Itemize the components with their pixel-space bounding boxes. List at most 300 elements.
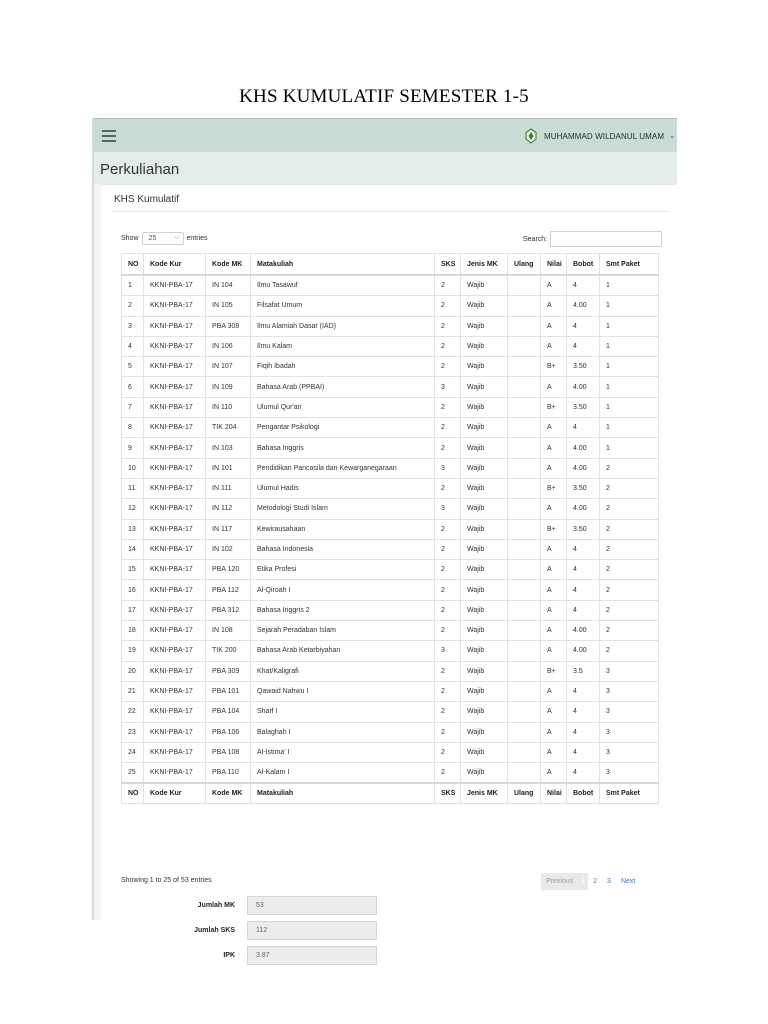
table-cell: Sejarah Peradaban Islam — [251, 621, 435, 641]
page-2-button[interactable]: 2 — [593, 878, 598, 885]
column-header[interactable]: Jenis MK — [461, 254, 508, 276]
table-cell: Khat/Kaligrafi — [251, 661, 435, 681]
table-cell: Filsafat Umum — [251, 296, 435, 316]
table-cell — [508, 296, 541, 316]
table-cell: 4 — [567, 418, 600, 438]
table-cell — [508, 377, 541, 397]
table-cell: Wajib — [461, 580, 508, 600]
column-footer: Kode MK — [206, 783, 251, 804]
table-cell — [508, 438, 541, 458]
table-cell: A — [541, 438, 567, 458]
table-row — [122, 438, 659, 458]
table-cell: 2 — [435, 519, 461, 539]
table-cell: Wajib — [461, 539, 508, 559]
table-cell: IN 112 — [206, 499, 251, 519]
table-cell — [508, 702, 541, 722]
table-row — [122, 681, 659, 701]
table-cell: 10 — [122, 458, 144, 478]
table-cell: 2 — [435, 702, 461, 722]
table-cell: 1 — [600, 418, 659, 438]
entries-select[interactable] — [142, 232, 184, 245]
table-cell: 25 — [122, 763, 144, 784]
table-cell: 2 — [600, 600, 659, 620]
table-cell: Al-Istima' I — [251, 742, 435, 762]
table-cell: B+ — [541, 357, 567, 377]
table-cell: 2 — [435, 336, 461, 356]
table-cell: Ilmu Alamiah Dasar (IAD) — [251, 316, 435, 336]
table-cell: 2 — [435, 580, 461, 600]
table-cell: 2 — [435, 275, 461, 296]
entries-select-value: 25 — [148, 235, 157, 242]
table-cell: 4 — [567, 560, 600, 580]
chevron-down-icon: ⌵ — [174, 234, 180, 241]
table-cell: 3 — [435, 458, 461, 478]
table-cell: A — [541, 539, 567, 559]
table-cell: 4 — [567, 275, 600, 296]
table-cell: KKNI-PBA-17 — [144, 742, 206, 762]
table-cell: 8 — [122, 418, 144, 438]
table-cell: Wajib — [461, 336, 508, 356]
table-cell: 2 — [600, 560, 659, 580]
table-cell: Wajib — [461, 621, 508, 641]
table-cell: 11 — [122, 478, 144, 498]
column-header[interactable]: Smt Paket — [600, 254, 659, 276]
card-title: KHS Kumulatif — [114, 194, 180, 205]
table-cell: KKNI-PBA-17 — [144, 499, 206, 519]
table-cell: 4 — [567, 580, 600, 600]
table-cell: PBA 104 — [206, 702, 251, 722]
table-cell: PBA 312 — [206, 600, 251, 620]
table-cell: Wajib — [461, 641, 508, 661]
table-cell: 16 — [122, 580, 144, 600]
table-cell: 17 — [122, 600, 144, 620]
table-cell: 4 — [567, 702, 600, 722]
table-cell: Wajib — [461, 661, 508, 681]
table-cell: 1 — [122, 275, 144, 296]
table-cell: Wajib — [461, 560, 508, 580]
table-cell: 3 — [600, 722, 659, 742]
jumlah-mk-field: 53 — [247, 896, 377, 915]
table-cell: Fiqih Ibadah — [251, 357, 435, 377]
table-cell: Wajib — [461, 519, 508, 539]
table-row — [122, 275, 659, 296]
table-cell: 4 — [122, 336, 144, 356]
table-cell: 4.00 — [567, 499, 600, 519]
table-cell: 2 — [435, 316, 461, 336]
table-cell: KKNI-PBA-17 — [144, 397, 206, 417]
table-cell: 12 — [122, 499, 144, 519]
table-row — [122, 519, 659, 539]
table-cell: A — [541, 681, 567, 701]
table-cell — [508, 418, 541, 438]
user-name: MUHAMMAD WILDANUL UMAM — [543, 131, 665, 141]
table-cell: 14 — [122, 539, 144, 559]
table-cell: KKNI-PBA-17 — [144, 560, 206, 580]
table-cell: Ulumul Qur'an — [251, 397, 435, 417]
table-cell — [508, 357, 541, 377]
page-title: Perkuliahan — [100, 161, 180, 178]
table-cell: 15 — [122, 560, 144, 580]
column-header[interactable]: Bobot — [567, 254, 600, 276]
table-cell — [508, 763, 541, 784]
table-row — [122, 539, 659, 559]
table-cell: 3 — [600, 661, 659, 681]
table-cell: A — [541, 763, 567, 784]
table-cell: 4 — [567, 600, 600, 620]
table-cell: 6 — [122, 377, 144, 397]
table-cell: IN 107 — [206, 357, 251, 377]
table-cell: Wajib — [461, 478, 508, 498]
divider — [111, 211, 669, 212]
table-cell: 2 — [435, 681, 461, 701]
table-cell: Wajib — [461, 681, 508, 701]
table-cell: B+ — [541, 519, 567, 539]
table-cell: 1 — [600, 296, 659, 316]
khs-card — [101, 184, 677, 959]
table-cell: KKNI-PBA-17 — [144, 539, 206, 559]
table-cell: KKNI-PBA-17 — [144, 377, 206, 397]
table-cell: 4.00 — [567, 377, 600, 397]
column-footer: NO — [122, 783, 144, 804]
table-cell: 4.00 — [567, 621, 600, 641]
table-cell: Pengantar Psikologi — [251, 418, 435, 438]
table-cell: PBA 101 — [206, 681, 251, 701]
table-row — [122, 478, 659, 498]
table-cell: A — [541, 458, 567, 478]
table-row — [122, 641, 659, 661]
table-cell: 2 — [600, 458, 659, 478]
table-cell: KKNI-PBA-17 — [144, 600, 206, 620]
table-cell: A — [541, 641, 567, 661]
column-footer: Ulang — [508, 783, 541, 804]
table-cell: 4.00 — [567, 458, 600, 478]
table-cell: Al-Kalam I — [251, 763, 435, 784]
table-cell: 1 — [600, 438, 659, 458]
university-logo-icon — [523, 128, 539, 144]
table-cell: KKNI-PBA-17 — [144, 681, 206, 701]
table-cell: 2 — [600, 499, 659, 519]
table-cell: A — [541, 377, 567, 397]
table-cell: 2 — [435, 621, 461, 641]
table-cell: A — [541, 702, 567, 722]
table-cell: 3 — [600, 742, 659, 762]
table-cell: 4 — [567, 316, 600, 336]
table-row — [122, 702, 659, 722]
table-cell: 22 — [122, 702, 144, 722]
table-cell — [508, 742, 541, 762]
column-header[interactable]: Kode Kur — [144, 254, 206, 276]
table-cell: Ulumul Hadis — [251, 478, 435, 498]
table-row — [122, 336, 659, 356]
table-cell: 2 — [435, 357, 461, 377]
khs-table — [121, 253, 659, 804]
table-cell: KKNI-PBA-17 — [144, 296, 206, 316]
table-cell: 2 — [600, 641, 659, 661]
table-cell: 4 — [567, 336, 600, 356]
table-cell: Wajib — [461, 418, 508, 438]
table-cell — [508, 621, 541, 641]
table-cell: 3 — [122, 316, 144, 336]
table-cell: A — [541, 600, 567, 620]
table-cell: KKNI-PBA-17 — [144, 519, 206, 539]
table-cell: IN 108 — [206, 621, 251, 641]
table-cell: 23 — [122, 722, 144, 742]
table-cell — [508, 478, 541, 498]
table-cell: PBA 309 — [206, 661, 251, 681]
table-cell: Wajib — [461, 377, 508, 397]
table-cell: A — [541, 418, 567, 438]
ipk-field: 3.87 — [247, 946, 377, 965]
table-cell: 1 — [600, 316, 659, 336]
next-button[interactable]: Next — [620, 878, 636, 885]
table-cell: Wajib — [461, 275, 508, 296]
table-cell — [508, 661, 541, 681]
previous-button[interactable]: Previous — [541, 873, 578, 890]
table-cell: 1 — [600, 397, 659, 417]
entries-length-control — [121, 232, 208, 245]
column-footer: Smt Paket — [600, 783, 659, 804]
table-cell: 7 — [122, 397, 144, 417]
table-footer-row — [122, 783, 659, 804]
page-1-button[interactable]: 1 — [578, 873, 588, 890]
table-cell — [508, 275, 541, 296]
table-cell: 4 — [567, 681, 600, 701]
table-cell: IN 104 — [206, 275, 251, 296]
table-cell: 4 — [567, 722, 600, 742]
table-cell: Wajib — [461, 702, 508, 722]
table-cell: Bahasa Inggris — [251, 438, 435, 458]
table-cell: A — [541, 722, 567, 742]
table-cell: 3.50 — [567, 357, 600, 377]
table-cell: KKNI-PBA-17 — [144, 458, 206, 478]
table-cell: 20 — [122, 661, 144, 681]
table-cell — [508, 722, 541, 742]
table-cell: 9 — [122, 438, 144, 458]
table-cell: 3 — [435, 641, 461, 661]
table-cell: PBA 112 — [206, 580, 251, 600]
table-cell: IN 110 — [206, 397, 251, 417]
table-cell: Wajib — [461, 722, 508, 742]
table-cell: 2 — [435, 397, 461, 417]
search-control — [523, 231, 662, 247]
table-cell: IN 106 — [206, 336, 251, 356]
column-header[interactable]: Kode MK — [206, 254, 251, 276]
table-cell: KKNI-PBA-17 — [144, 580, 206, 600]
table-cell: 3.50 — [567, 397, 600, 417]
table-cell: PBA 108 — [206, 742, 251, 762]
table-cell: Qawaid Nahwu I — [251, 681, 435, 701]
table-cell: KKNI-PBA-17 — [144, 641, 206, 661]
column-footer: Jenis MK — [461, 783, 508, 804]
document-title: KHS KUMULATIF SEMESTER 1-5 — [239, 86, 529, 107]
table-cell: 3 — [600, 702, 659, 722]
table-cell: IN 102 — [206, 539, 251, 559]
table-cell: KKNI-PBA-17 — [144, 275, 206, 296]
table-cell: Wajib — [461, 499, 508, 519]
table-cell: Al-Qiroah I — [251, 580, 435, 600]
table-cell — [508, 539, 541, 559]
table-cell: 4.00 — [567, 296, 600, 316]
table-cell: 4 — [567, 539, 600, 559]
table-cell: KKNI-PBA-17 — [144, 763, 206, 784]
table-cell: Sharf I — [251, 702, 435, 722]
table-cell: 4 — [567, 742, 600, 762]
table-cell: Bahasa Arab Ketarbiyahan — [251, 641, 435, 661]
table-row — [122, 580, 659, 600]
table-cell: Bahasa Arab (PPBAI) — [251, 377, 435, 397]
table-row — [122, 377, 659, 397]
table-cell: 2 — [435, 296, 461, 316]
table-cell: 5 — [122, 357, 144, 377]
table-cell: Ilmu Tasawuf — [251, 275, 435, 296]
table-cell: A — [541, 336, 567, 356]
column-footer: Matakuliah — [251, 783, 435, 804]
table-row — [122, 661, 659, 681]
table-cell: A — [541, 580, 567, 600]
pagination — [541, 873, 640, 890]
table-row — [122, 560, 659, 580]
table-row — [122, 621, 659, 641]
table-cell: 1 — [600, 336, 659, 356]
table-cell: 2 — [435, 478, 461, 498]
column-header[interactable]: Matakuliah — [251, 254, 435, 276]
table-cell: 2 — [435, 418, 461, 438]
hamburger-menu-icon[interactable] — [102, 130, 116, 142]
table-cell — [508, 397, 541, 417]
table-cell: 2 — [435, 661, 461, 681]
table-cell: 2 — [600, 539, 659, 559]
ipk-label: IPK — [223, 952, 235, 959]
table-row — [122, 458, 659, 478]
table-cell: IN 105 — [206, 296, 251, 316]
table-row — [122, 418, 659, 438]
table-cell: Wajib — [461, 458, 508, 478]
table-cell: A — [541, 560, 567, 580]
table-cell: 18 — [122, 621, 144, 641]
table-cell: 2 — [600, 478, 659, 498]
table-cell: A — [541, 742, 567, 762]
table-cell: 2 — [435, 742, 461, 762]
table-cell: Pendidikan Pancasila dan Kewarganegaraan — [251, 458, 435, 478]
table-cell: 2 — [600, 519, 659, 539]
table-cell: Wajib — [461, 438, 508, 458]
table-row — [122, 742, 659, 762]
table-row — [122, 296, 659, 316]
table-cell: KKNI-PBA-17 — [144, 336, 206, 356]
table-cell: KKNI-PBA-17 — [144, 702, 206, 722]
table-cell: 2 — [435, 438, 461, 458]
table-cell: Kewirausahaan — [251, 519, 435, 539]
table-cell: Metodologi Studi Islam — [251, 499, 435, 519]
table-cell: Wajib — [461, 316, 508, 336]
table-cell: Ilmu Kalam — [251, 336, 435, 356]
column-footer: SKS — [435, 783, 461, 804]
table-cell: KKNI-PBA-17 — [144, 661, 206, 681]
top-navbar — [94, 118, 677, 153]
table-cell — [508, 499, 541, 519]
chevron-down-icon: ⌄ — [669, 133, 675, 140]
table-cell: KKNI-PBA-17 — [144, 316, 206, 336]
table-cell: B+ — [541, 661, 567, 681]
show-label: Show — [121, 235, 139, 242]
table-cell — [508, 458, 541, 478]
jumlah-sks-label: Jumlah SKS — [194, 927, 235, 934]
column-footer: Kode Kur — [144, 783, 206, 804]
user-menu[interactable] — [523, 128, 675, 144]
table-cell: 2 — [600, 580, 659, 600]
table-cell — [508, 519, 541, 539]
table-cell: KKNI-PBA-17 — [144, 621, 206, 641]
table-cell: IN 103 — [206, 438, 251, 458]
table-cell: 2 — [435, 539, 461, 559]
table-cell: PBA 106 — [206, 722, 251, 742]
table-cell: Balaghah I — [251, 722, 435, 742]
table-row — [122, 397, 659, 417]
table-cell: 2 — [435, 600, 461, 620]
table-cell: TIK 204 — [206, 418, 251, 438]
column-footer: Bobot — [567, 783, 600, 804]
table-cell — [508, 681, 541, 701]
table-cell — [508, 560, 541, 580]
table-cell: KKNI-PBA-17 — [144, 357, 206, 377]
table-row — [122, 316, 659, 336]
table-cell: 4 — [567, 763, 600, 784]
table-row — [122, 722, 659, 742]
table-cell: TIK 200 — [206, 641, 251, 661]
column-header[interactable]: Nilai — [541, 254, 567, 276]
search-input[interactable] — [550, 231, 662, 247]
table-cell: 1 — [600, 357, 659, 377]
table-cell: Etika Profesi — [251, 560, 435, 580]
table-cell: Bahasa Indonesia — [251, 539, 435, 559]
table-cell: 2 — [122, 296, 144, 316]
table-cell: KKNI-PBA-17 — [144, 418, 206, 438]
jumlah-mk-label: Jumlah MK — [197, 902, 235, 909]
table-cell: 2 — [435, 560, 461, 580]
column-header[interactable]: SKS — [435, 254, 461, 276]
table-cell: A — [541, 275, 567, 296]
table-cell: Wajib — [461, 763, 508, 784]
table-cell: 2 — [435, 722, 461, 742]
table-cell: Bahasa Inggris 2 — [251, 600, 435, 620]
table-row — [122, 499, 659, 519]
table-cell: 3.50 — [567, 519, 600, 539]
table-cell — [508, 580, 541, 600]
table-cell: 21 — [122, 681, 144, 701]
table-cell: IN 111 — [206, 478, 251, 498]
entries-label: entries — [186, 235, 208, 242]
table-cell: KKNI-PBA-17 — [144, 722, 206, 742]
column-footer: Nilai — [541, 783, 567, 804]
jumlah-sks-field: 112 — [247, 921, 377, 940]
table-cell: PBA 120 — [206, 560, 251, 580]
column-header[interactable]: Ulang — [508, 254, 541, 276]
search-label: Search: — [523, 235, 548, 243]
column-header[interactable]: NO — [122, 254, 144, 276]
table-cell: B+ — [541, 397, 567, 417]
table-cell: B+ — [541, 478, 567, 498]
table-cell: Wajib — [461, 742, 508, 762]
table-cell — [508, 600, 541, 620]
table-cell: 1 — [600, 377, 659, 397]
page-3-button[interactable]: 3 — [607, 878, 611, 885]
table-cell: 3 — [435, 499, 461, 519]
table-cell: 3 — [435, 377, 461, 397]
table-cell: A — [541, 296, 567, 316]
table-cell: 3.5 — [567, 661, 600, 681]
table-cell — [508, 336, 541, 356]
table-info: Showing 1 to 25 of 53 entries — [121, 877, 212, 884]
